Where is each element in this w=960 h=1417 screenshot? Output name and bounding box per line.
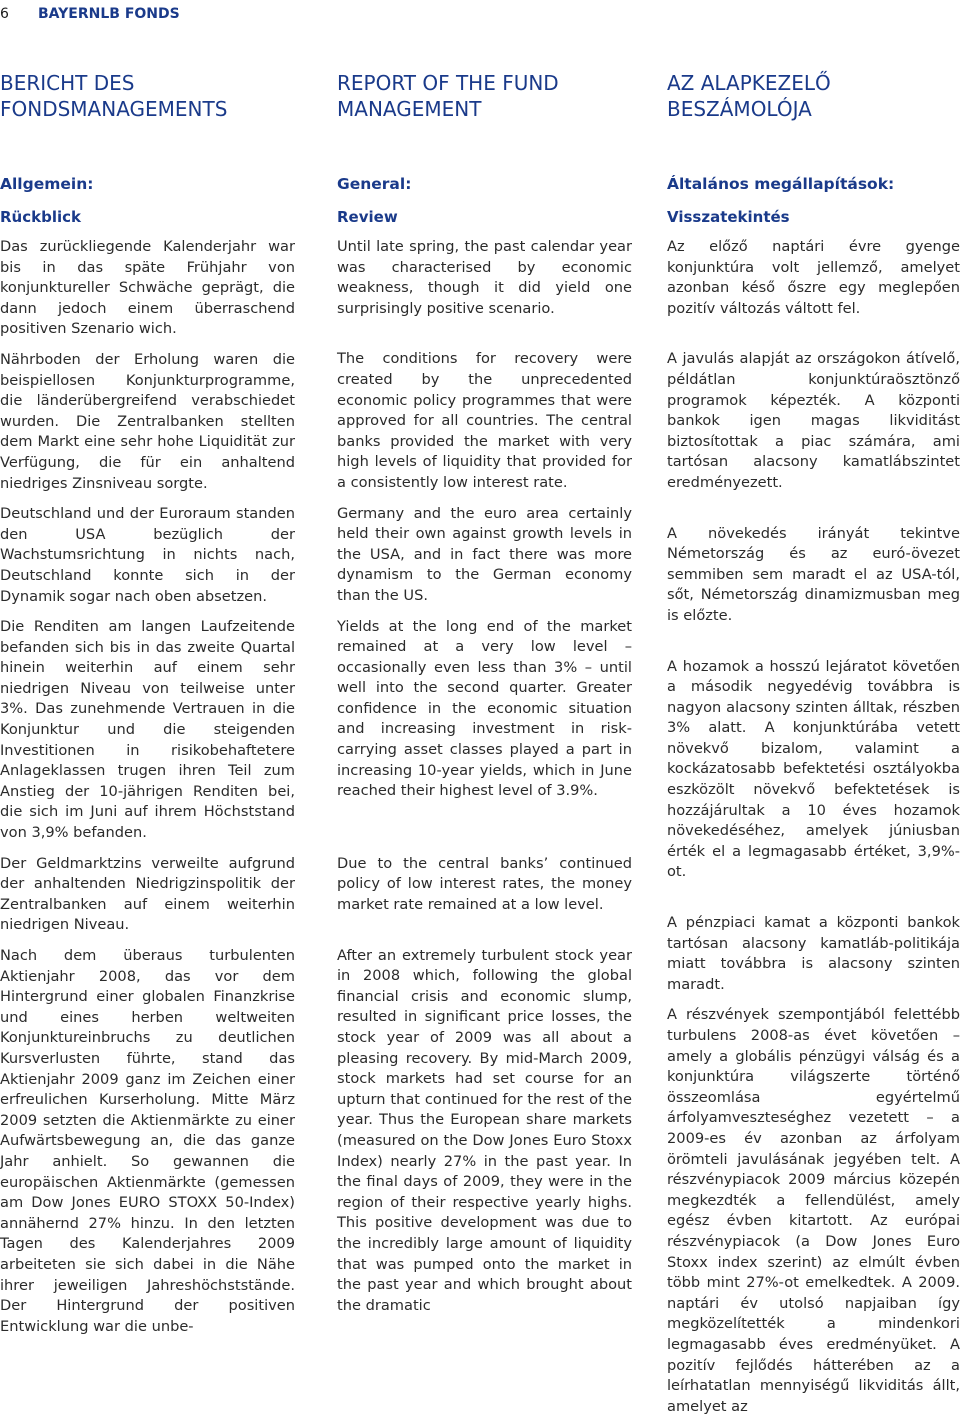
paragraph: Az előző naptári évre gyenge konjunktúra volt jellemző, amelyet azonban késő őszre egy meglepően pozitív változás váltott fel. bbox=[667, 238, 960, 317]
column-german bbox=[0, 70, 295, 1337]
page-number: 6 bbox=[0, 6, 9, 22]
paragraph: Das zurückliegende Kalenderjahr war bis in das späte Frühjahr von konjunktureller Schwäche geprägt, die dann jedoch einem überraschend positiven Szenario wich. bbox=[0, 238, 295, 338]
paragraph: The conditions for recovery were created by the unprecedented economic policy programmes that were approved for all countries. The central banks provided the market with very high levels of liquidity that provided for a consistently low interest rate. bbox=[337, 350, 632, 491]
paragraph: After an extremely turbulent stock year in 2008 which, following the global financial crisis and economic slump, resulted in significant price losses, the stock year of 2009 was all about a pleasing recovery. By mid-March 2009, stock markets had set course for an upturn that continued for the rest of the year. Thus the European share markets (measured on the Dow Jones Euro Stoxx Index) nearly 27% in the past year. In the final days of 2009, they were in the region of their respective yearly highs. This positive development was due to the incredibly large amount of liquidity that was pumped onto the market in the past year and which brought about the dramatic bbox=[337, 946, 632, 1314]
paragraph: Nährboden der Erholung waren die beispiellosen Konjunkturprogramme, die länderübergreifend verabschiedet wurden. Die Zentralbanken stellten dem Markt eine sehr hohe Liquidität zur Verfügung, die für ein anhaltend niedriges Zinsniveau sorgte. bbox=[0, 350, 295, 492]
paragraph: A hozamok a hosszú lejáratot követően a második negyedévig továbbra is nagyon alacsony szinten álltak, részben 3% alatt. A konjunktúrába vetett növekvő bizalom, valamint a kockázatosabb befektetési osztályokba eszközölt növekvő befektetések is hozzájárultak a 10 éves hozamok növekedéséhez, amelyek júniusban érték el a legmagasabb értéket, 3,9%-ot. bbox=[667, 657, 960, 881]
column-title: REPORT OF THE FUND MANAGEMENT bbox=[337, 71, 559, 121]
column-hungarian bbox=[667, 70, 960, 1417]
section-heading: Allgemein: bbox=[0, 175, 94, 193]
paragraph: A javulás alapját az országokon átívelő, példátlan konjunktúraösztönző programok képezték. A központi bankok igen magas likviditást biztosítottak a piac számára, ami tartósan alacsony kamatlábszintet eredményezett. bbox=[667, 350, 960, 491]
paragraph: Due to the central banks’ continued policy of low interest rates, the money market rate remained at a low level. bbox=[337, 854, 632, 914]
column-english bbox=[337, 70, 632, 1316]
paragraph: A részvények szempontjából felettébb turbulens 2008-as évet követően – amely a globális pénzügyi válság és a konjunktúra világszerte történő összeomlása egyértelmű árfolyamveszteséghez vezetett – a 2009-es év azonban az árfolyam örömteli javulásának jegyében telt. A részvénypiacok 2009 március közepén megkezdték a fellendülést, amely egész évben kitartott. Az európai részvénypiacok (a Dow Jones Euro Stoxx index szerint) az elmúlt évben több mint 27%-ot emelkedtek. A 2009. naptári év utolsó napjaiban így megközelítették a mindenkori legmagasabb éves eredményüket. A pozitív fejlődés hátterében az a leírhatatlan mennyiségű likviditás állt, amelyet az bbox=[667, 1006, 960, 1415]
subsection-heading: Review bbox=[337, 208, 398, 226]
subsection-heading: Rückblick bbox=[0, 208, 81, 226]
paragraph: Nach dem überaus turbulenten Aktienjahr 2008, das vor dem Hintergrund einer globalen Finanzkrise und eines herben weltweiten Konjunktureinbruchs zu deutlichen Kursverlusten führte, stand das Aktienjahr 2009 ganz im Zeichen einer erfreulichen Kurserholung. Mitte März 2009 setzten die Aktienmärkte zu einer Aufwärtsbewegung an, die das ganze Jahr anhielt. So gewannen die europäischen Aktienmärkte (gemessen am Dow Jones EURO STOXX 50-Index) annähernd 27% hinzu. In den letzten Tagen des Kalenderjahres 2009 arbeiteten sie sich dabei in die Nähe ihrer jeweiligen Jahreshöchststände. Der Hintergrund der positiven Entwicklung war die unbe- bbox=[0, 947, 295, 1335]
paragraph: Deutschland und der Euroraum standen den USA bezüglich der Wachstumsrichtung in nichts nach, Deutschland konnte sich in der Dynamik sogar nach oben absetzen. bbox=[0, 505, 295, 605]
page-header bbox=[0, 4, 180, 24]
paragraph: Yields at the long end of the market remained at a very low level – occasionally even less than 3% – until well into the second quarter. Greater confidence in the economic situation and increasing investment in risk-carrying asset classes played a part in increasing 10-year yields, which in June reached their highest level of 3.9%. bbox=[337, 617, 632, 800]
paragraph: A pénzpiaci kamat a központi bankok tartósan alacsony kamatláb-politikája miatt továbbra is alacsony szinten maradt. bbox=[667, 914, 960, 993]
column-title: BERICHT DES FONDSMANAGEMENTS bbox=[0, 71, 228, 121]
paragraph: Die Renditen am langen Laufzeitende befanden sich bis in das zweite Quartal hinein weiterhin auf einem sehr niedrigen Niveau von teilweise unter 3%. Das zunehmende Vertrauen in die Konjunktur und die steigenden Investitionen in risikobehaftetere Anlageklassen trugen ihren Teil zum Anstieg der 10-jährigen Renditen bei, die sich im Juni auf ihrem Höchststand von 3,9% befanden. bbox=[0, 618, 295, 842]
section-heading: Általános megállapítások: bbox=[667, 175, 895, 193]
paragraph: Germany and the euro area certainly held their own against growth levels in the USA, and in fact there was more dynamism to the German economy than the US. bbox=[337, 504, 632, 604]
paragraph: Until late spring, the past calendar year was characterised by economic weakness, though it did yield one surprisingly positive scenario. bbox=[337, 238, 632, 317]
subsection-heading: Visszatekintés bbox=[667, 208, 790, 226]
section-heading: General: bbox=[337, 175, 412, 193]
paragraph: A növekedés irányát tekintve Németország és az euró-övezet semmiben sem maradt el az USA-tól, sőt, Németország dinamizmusban meg is előzte. bbox=[667, 524, 960, 624]
publication-title: BAYERNLB FONDS bbox=[38, 6, 180, 22]
column-title: AZ ALAPKEZELŐ BESZÁMOLÓJA bbox=[667, 71, 831, 121]
paragraph: Der Geldmarktzins verweilte aufgrund der anhaltenden Niedrigzinspolitik der Zentralbanken auf einem weiterhin niedrigen Niveau. bbox=[0, 854, 295, 934]
